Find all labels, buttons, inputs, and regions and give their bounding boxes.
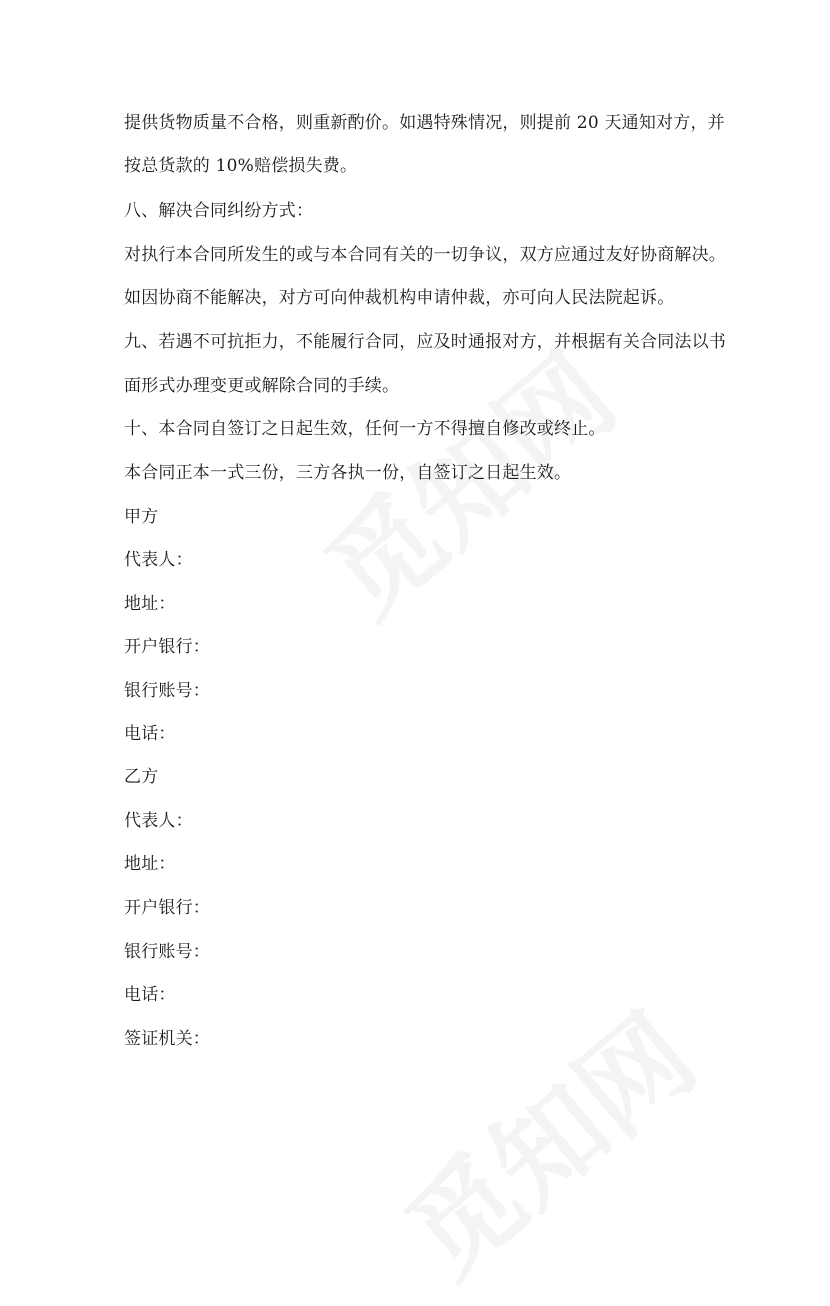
party-a-bank-label: 开户银行： bbox=[124, 637, 210, 657]
party-b-heading: 乙方 bbox=[124, 767, 159, 787]
party-b-address-label: 地址： bbox=[124, 854, 176, 874]
party-b-phone-label: 电话： bbox=[124, 985, 176, 1005]
paragraph-line: 如因协商不能解决，对方可向仲裁机构申请仲裁，亦可向人民法院起诉。 bbox=[124, 288, 675, 308]
section-heading-9: 九、若遇不可抗拒力，不能履行合同，应及时通报对方，并根据有关合同法以书 bbox=[124, 332, 726, 352]
party-b-representative-label: 代表人： bbox=[124, 811, 193, 831]
section-heading-10: 十、本合同自签订之日起生效，任何一方不得擅自修改或终止。 bbox=[124, 419, 606, 439]
notary-authority-label: 签证机关： bbox=[124, 1029, 210, 1049]
party-b-account-label: 银行账号： bbox=[124, 942, 210, 962]
paragraph-line: 本合同正本一式三份，三方各执一份，自签订之日起生效。 bbox=[124, 463, 572, 483]
party-a-account-label: 银行账号： bbox=[124, 681, 210, 701]
party-a-address-label: 地址： bbox=[124, 594, 176, 614]
party-b-bank-label: 开户银行： bbox=[124, 898, 210, 918]
party-a-representative-label: 代表人： bbox=[124, 550, 193, 570]
party-a-heading: 甲方 bbox=[124, 507, 159, 527]
paragraph-line: 提供货物质量不合格，则重新酌价。如遇特殊情况，则提前 20 天通知对方，并 bbox=[124, 113, 725, 133]
watermark-2 bbox=[368, 972, 722, 1305]
paragraph-line: 面形式办理变更或解除合同的手续。 bbox=[124, 376, 400, 396]
party-a-phone-label: 电话： bbox=[124, 724, 176, 744]
paragraph-line: 对执行本合同所发生的或与本合同有关的一切争议，双方应通过友好协商解决。 bbox=[124, 245, 726, 265]
section-heading-8: 八、解决合同纠纷方式： bbox=[124, 201, 314, 221]
paragraph-line: 按总货款的 10%赔偿损失费。 bbox=[124, 156, 358, 176]
